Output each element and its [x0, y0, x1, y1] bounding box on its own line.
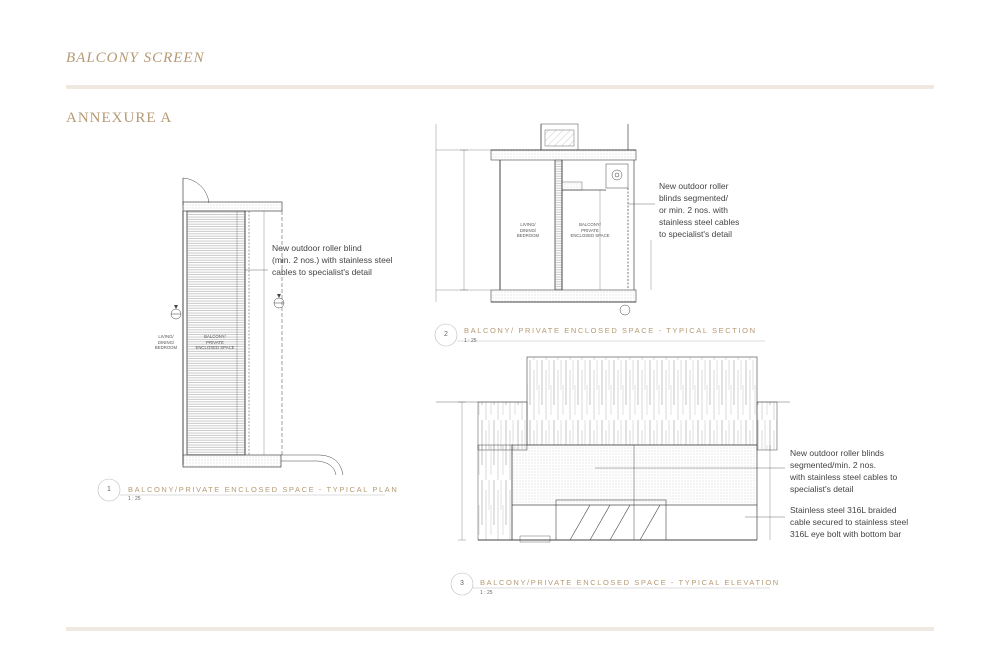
section-caption-scale: 1 : 25 [464, 338, 477, 344]
elevation-caption-scale: 1 : 25 [480, 590, 493, 596]
elevation-note-line: cable secured to stainless steel [790, 517, 909, 527]
elevation-note-cable [790, 504, 908, 540]
elevation-note-line: Stainless steel 316L braided [790, 505, 897, 515]
section-title: ANNEXURE A [66, 110, 173, 126]
elevation-drawing [436, 357, 790, 595]
section-caption-title: BALCONY/ PRIVATE ENCLOSED SPACE - TYPICAL SECTION [464, 326, 757, 335]
elevation-note-line: 316L eye bolt with bottom bar [790, 529, 902, 539]
plan-caption-scale: 1 : 25 [128, 496, 141, 502]
plan-note-line: cables to specialist's detail [272, 267, 372, 277]
bottom-divider [66, 627, 934, 631]
elevation-note-line: specialist's detail [790, 484, 854, 494]
elevation-note-line: with stainless steel cables to [790, 472, 898, 482]
plan-caption-title: BALCONY/PRIVATE ENCLOSED SPACE - TYPICAL PLAN [128, 485, 399, 494]
section-note-line: to specialist's detail [659, 229, 732, 239]
section-note-line: blinds segmented/ [659, 193, 728, 203]
plan-room-living: LIVING/ DINING/ BEDROOM [154, 334, 178, 350]
elevation-note-line: New outdoor roller blinds [790, 448, 885, 458]
elevation-note-blinds [790, 447, 897, 495]
elevation-caption-number: 3 [460, 580, 464, 587]
plan-note-line: New outdoor roller blind [272, 243, 362, 253]
section-caption-number: 2 [444, 331, 448, 338]
section-note-line: stainless steel cables [659, 217, 740, 227]
section-note-line: or min. 2 nos. with [659, 205, 728, 215]
elevation-caption-title: BALCONY/PRIVATE ENCLOSED SPACE - TYPICAL ELEVATION [480, 578, 780, 587]
section-room-living: LIVING/ DINING/ BEDROOM [516, 222, 540, 238]
plan-room-balcony: BALCONY/ PRIVATE ENCLOSED SPACE [195, 334, 235, 350]
section-note [659, 180, 739, 240]
elevation-note-line: segmented/min. 2 nos. [790, 460, 876, 470]
plan-caption-number: 1 [107, 486, 111, 493]
section-room-balcony: BALCONY/ PRIVATE ENCLOSED SPACE [570, 222, 610, 238]
plan-note-line: (min. 2 nos.) with stainless steel [272, 255, 393, 265]
section-note-line: New outdoor roller [659, 181, 729, 191]
plan-note [272, 242, 392, 278]
page-title: BALCONY SCREEN [66, 50, 205, 66]
